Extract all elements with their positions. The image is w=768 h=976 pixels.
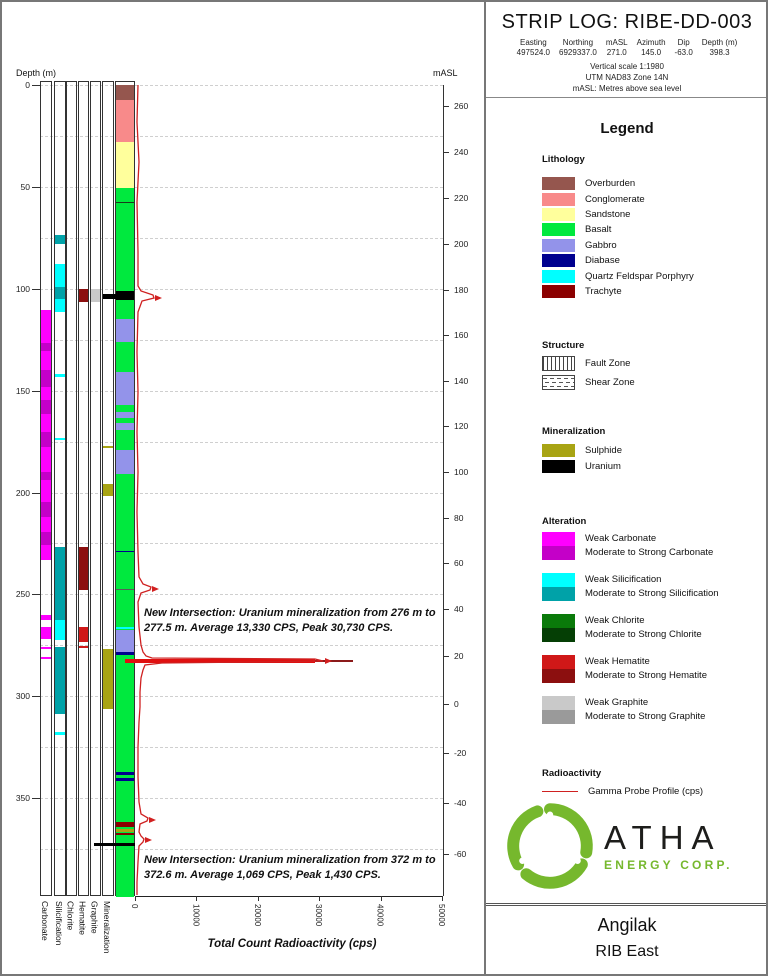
legend-label: Diabase [585, 255, 620, 267]
lithology-interval-darkline [116, 202, 134, 203]
log-note-line: mASL: Metres above sea level [572, 83, 682, 93]
column-hematite [78, 81, 89, 896]
uranium-cross-mark [94, 843, 135, 846]
legend-label: Overburden [585, 178, 636, 190]
silicification-interval [55, 647, 65, 714]
masl-tick [443, 426, 449, 427]
alteration-swatch [542, 532, 575, 560]
alteration-legend [542, 532, 719, 737]
shear-zone-overlay [116, 612, 134, 627]
shear-zone-overlay [116, 275, 134, 289]
legend-item [542, 238, 694, 253]
x-tick-label: 30000 [314, 904, 324, 927]
legend-item [542, 354, 635, 373]
carbonate-interval [41, 472, 51, 480]
lithology-legend [542, 176, 694, 299]
carbonate-interval [41, 370, 51, 388]
masl-tick-label: 220 [454, 193, 469, 203]
legend-label: Quartz Feldspar Porphyry [585, 270, 694, 282]
alteration-swatch-strong [542, 669, 575, 683]
column-label: Graphite [89, 901, 100, 934]
hematite-interval [79, 547, 88, 590]
masl-tick [443, 518, 449, 519]
depth-tick [32, 85, 40, 86]
legend-label: Uranium [585, 460, 621, 472]
alteration-swatch-strong [542, 546, 575, 560]
silicification-interval [55, 299, 65, 312]
alteration-swatch-weak [542, 614, 575, 628]
structure-legend [542, 354, 635, 392]
carbonate-interval [41, 387, 51, 400]
legend-label: Sandstone [585, 208, 631, 220]
column-chlorite [66, 81, 77, 896]
masl-tick [443, 656, 449, 657]
logo-brand-text: ATHA [604, 818, 722, 856]
masl-tick [443, 290, 449, 291]
atha-logo [504, 800, 733, 892]
alteration-legend-group [542, 573, 719, 601]
alteration-swatch [542, 573, 575, 601]
alteration-labels [585, 614, 702, 642]
lithology-interval-conglomerate [116, 100, 134, 142]
masl-axis-line [443, 85, 444, 896]
carbonate-interval [41, 414, 51, 432]
collar-field-value: 6929337.0 [559, 48, 597, 57]
alteration-swatch [542, 655, 575, 683]
atha-logo-mark [504, 800, 596, 892]
depth-tick [32, 696, 40, 697]
masl-tick [443, 152, 449, 153]
legend-item [542, 442, 622, 458]
legend-swatch [542, 177, 575, 190]
legend-title: Legend [600, 120, 654, 137]
collar-field [559, 38, 597, 57]
depth-tick-label: 250 [15, 589, 30, 600]
carbonate-interval [41, 447, 51, 472]
alteration-strong-label: Moderate to Strong Chlorite [585, 629, 702, 640]
project-footer [486, 903, 768, 974]
fault-zone-overlay [116, 430, 134, 439]
legend-item [542, 253, 694, 268]
project-area: RIB East [595, 943, 659, 960]
column-label: Mineralization [101, 901, 112, 954]
carbonate-interval [41, 400, 51, 414]
silicification-interval [55, 620, 65, 640]
legend-swatch [542, 375, 575, 390]
alteration-swatch-weak [542, 696, 575, 710]
radioactivity-legend [542, 786, 703, 797]
masl-tick-label: 180 [454, 285, 469, 295]
alteration-weak-label: Weak Silicification [585, 574, 662, 585]
x-tick [135, 896, 136, 901]
uranium-cross-mark [112, 294, 120, 299]
x-tick-label: 10000 [191, 904, 201, 927]
carbonate-interval [41, 657, 51, 659]
masl-tick-label: 120 [454, 421, 469, 431]
title-block-panel [484, 2, 768, 974]
collar-field-label: Easting [519, 38, 547, 47]
masl-tick-label: 260 [454, 101, 469, 111]
masl-tick-label: -20 [454, 748, 467, 758]
lithology-heading: Lithology [542, 154, 585, 165]
intersection-annotation: New Intersection: Uranium mineralization from 372 m to 372.6 m. Average 1,069 CPS, Peak 1,430 CPS. [144, 854, 436, 881]
intersection-annotation: New Intersection: Uranium mineralization from 276 m to 277.5 m. Average 13,330 CPS, Peak 30,730 CPS. [144, 607, 436, 634]
alteration-weak-label: Weak Chlorite [585, 615, 645, 626]
alteration-strong-label: Moderate to Strong Hematite [585, 670, 707, 681]
alteration-weak-label: Weak Hematite [585, 656, 650, 667]
depth-tick [32, 594, 40, 595]
lithology-interval-basalt [116, 405, 134, 412]
alteration-labels [585, 573, 719, 601]
legend-swatch [542, 356, 575, 371]
depth-tick-label: 200 [15, 487, 30, 498]
depth-tick [32, 391, 40, 392]
log-title: STRIP LOG: RIBE-DD-003 [501, 11, 753, 33]
column-label: Chlorite [65, 901, 76, 931]
legend-item [542, 191, 694, 206]
lithology-interval-gabbro [116, 630, 134, 652]
log-notes [486, 62, 768, 94]
masl-tick-label: 100 [454, 467, 469, 477]
masl-tick [443, 704, 449, 705]
collar-field [702, 38, 738, 57]
lithology-interval-qfp [116, 627, 134, 629]
project-name: Angilak [597, 915, 657, 935]
x-tick [381, 896, 382, 901]
legend-swatch [542, 223, 575, 236]
collar-field [675, 38, 693, 57]
depth-axis-label: Depth (m) [16, 68, 57, 78]
alteration-swatch-weak [542, 532, 575, 546]
masl-tick-label: 160 [454, 330, 469, 340]
x-tick-label: 20000 [252, 904, 262, 927]
depth-tick-label: 150 [15, 385, 30, 396]
lithology-interval-gabbro [116, 450, 134, 474]
alteration-strong-label: Moderate to Strong Carbonate [585, 547, 714, 558]
x-tick [319, 896, 320, 901]
collar-field-value: 497524.0 [516, 48, 551, 57]
masl-tick-label: 60 [454, 558, 464, 568]
log-note-line: UTM NAD83 Zone 14N [585, 72, 669, 82]
graphite-interval [91, 289, 101, 302]
shear-zone-overlay [116, 412, 134, 430]
lithology-interval-sulphide [116, 829, 134, 831]
hematite-interval [79, 627, 88, 642]
x-tick-label: 0 [130, 904, 139, 909]
alteration-swatch [542, 614, 575, 642]
log-note-line: Vertical scale 1:1980 [590, 62, 664, 71]
carbonate-interval [41, 310, 51, 343]
collar-field-value: 398.3 [709, 48, 730, 57]
collar-field-label: Dip [677, 38, 690, 47]
logo-sub-text: ENERGY CORP. [604, 857, 733, 872]
alteration-swatch-strong [542, 710, 575, 724]
legend-label: Gabbro [585, 239, 617, 251]
depth-tick-label: 350 [15, 793, 30, 804]
carbonate-interval [41, 615, 51, 620]
x-tick [442, 896, 443, 901]
carbonate-interval [41, 517, 51, 532]
masl-tick-label: -40 [454, 798, 467, 808]
collar-field [637, 38, 666, 57]
masl-tick-label: -60 [454, 849, 467, 859]
lithology-interval-gabbro [116, 319, 134, 342]
mineralization-heading: Mineralization [542, 426, 606, 437]
carbonate-interval [41, 627, 51, 639]
shear-zone-overlay [116, 664, 134, 710]
legend-item [542, 222, 694, 237]
carbonate-interval [41, 545, 51, 560]
silicification-interval [55, 374, 65, 377]
collar-field [517, 38, 550, 57]
alteration-legend-group [542, 614, 719, 642]
masl-tick-label: 200 [454, 239, 469, 249]
mineralization-interval [103, 649, 114, 710]
x-axis-line [135, 896, 443, 897]
depth-tick-label: 100 [15, 283, 30, 294]
lithology-interval-trachyte [116, 822, 134, 828]
depth-tick-label: 300 [15, 691, 30, 702]
collar-field-value: -63.0 [674, 48, 693, 57]
lithology-interval-gabbro [116, 372, 134, 405]
lithology-interval-trachyte [116, 833, 134, 835]
legend-label: Sulphide [585, 444, 622, 456]
masl-tick [443, 244, 449, 245]
lithology-interval-diabase [116, 551, 134, 553]
column-label: Hematite [77, 901, 88, 936]
shear-zone-overlay [116, 302, 134, 308]
masl-tick [443, 106, 449, 107]
hematite-interval [79, 289, 88, 302]
masl-axis-label: mASL [433, 68, 458, 78]
log-header [486, 2, 768, 98]
lithology-interval-diabase [116, 772, 134, 776]
silicification-interval [55, 438, 65, 440]
silicification-interval [55, 547, 65, 620]
legend-swatch [542, 460, 575, 473]
legend-swatch [542, 193, 575, 206]
lithology-interval-overburden [116, 85, 134, 100]
masl-tick-label: 20 [454, 651, 464, 661]
collar-field [606, 38, 628, 57]
alteration-swatch-weak [542, 655, 575, 669]
legend-swatch [542, 254, 575, 267]
legend-swatch [542, 239, 575, 252]
alteration-strong-label: Moderate to Strong Graphite [585, 711, 706, 722]
depth-tick [32, 289, 40, 290]
legend-item [542, 176, 694, 191]
column-label: Carbonate [40, 901, 50, 941]
legend-label: Basalt [585, 224, 612, 236]
legend-item [542, 458, 622, 474]
legend-item [542, 786, 703, 797]
legend-swatch [542, 270, 575, 283]
alteration-swatch [542, 696, 575, 724]
masl-tick [443, 335, 449, 336]
lithology-interval-sandstone [116, 142, 134, 188]
alteration-legend-group [542, 655, 719, 683]
fault-zone-overlay [116, 360, 134, 372]
masl-tick [443, 753, 449, 754]
depth-tick [32, 493, 40, 494]
radioactivity-heading: Radioactivity [542, 768, 602, 779]
structure-heading: Structure [542, 340, 585, 351]
silicification-interval [55, 732, 65, 735]
carbonate-interval [41, 647, 51, 649]
masl-tick-label: 80 [454, 513, 464, 523]
legend-label: Trachyte [585, 285, 622, 297]
alteration-weak-label: Weak Graphite [585, 697, 649, 708]
alteration-swatch-strong [542, 587, 575, 601]
masl-tick [443, 803, 449, 804]
shear-zone-overlay [116, 521, 134, 528]
alteration-labels [585, 655, 707, 683]
masl-tick [443, 198, 449, 199]
collar-field-label: Azimuth [636, 38, 666, 47]
x-axis-title: Total Count Radioactivity (cps) [207, 938, 377, 950]
shear-zone-overlay [116, 245, 134, 254]
column-graphite [90, 81, 102, 896]
masl-tick-label: 240 [454, 147, 469, 157]
mineralization-interval [103, 446, 114, 448]
collar-field-label: Northing [562, 38, 594, 47]
collar-field-value: 145.0 [641, 48, 662, 57]
silicification-interval [55, 287, 65, 299]
alteration-strong-label: Moderate to Strong Silicification [585, 588, 719, 599]
silicification-interval [55, 264, 65, 286]
column-label: Silicification [54, 901, 64, 946]
shear-zone-overlay [116, 220, 134, 234]
carbonate-interval [41, 351, 51, 370]
hematite-interval [79, 646, 88, 648]
x-tick [196, 896, 197, 901]
depth-tick-label: 0 [25, 80, 30, 90]
mineralization-interval [103, 484, 114, 495]
legend-item [542, 373, 635, 392]
column-silicification [54, 81, 66, 896]
legend-label: Gamma Probe Profile (cps) [588, 786, 704, 797]
legend-label: Shear Zone [585, 377, 635, 388]
depth-tick [32, 798, 40, 799]
alteration-heading: Alteration [542, 516, 587, 527]
carbonate-interval [41, 502, 51, 517]
collar-field-value: 271.0 [606, 48, 627, 57]
lithology-interval-diabase [116, 778, 134, 782]
carbonate-interval [41, 432, 51, 447]
alteration-swatch-strong [542, 628, 575, 642]
alteration-legend-group [542, 696, 719, 724]
x-tick-label: 50000 [437, 904, 446, 927]
masl-tick-label: 140 [454, 376, 469, 386]
alteration-weak-label: Weak Carbonate [585, 533, 657, 544]
collar-field-label: Depth (m) [701, 38, 738, 47]
x-tick [258, 896, 259, 901]
shear-zone-overlay [116, 509, 134, 515]
masl-tick-label: 40 [454, 604, 464, 614]
mineralization-legend [542, 442, 622, 474]
masl-tick [443, 472, 449, 473]
legend-item [542, 268, 694, 283]
alteration-labels [585, 532, 713, 560]
legend-item [542, 207, 694, 222]
gamma-line-swatch [542, 791, 578, 792]
collar-fields [492, 38, 762, 57]
silicification-interval [55, 235, 65, 244]
carbonate-interval [41, 532, 51, 545]
alteration-legend-group [542, 532, 719, 560]
alteration-labels [585, 696, 705, 724]
x-tick-label: 40000 [375, 904, 385, 927]
legend-label: Fault Zone [585, 358, 631, 369]
legend-item [542, 284, 694, 299]
alteration-swatch-weak [542, 573, 575, 587]
legend-label: Conglomerate [585, 193, 645, 205]
shear-zone-overlay [116, 564, 134, 588]
masl-tick-label: 0 [454, 699, 459, 709]
logo-letter-a [531, 822, 570, 870]
depth-tick-label: 50 [20, 181, 30, 192]
carbonate-interval [41, 343, 51, 351]
legend-swatch [542, 285, 575, 298]
legend-swatch [542, 208, 575, 221]
lithology-interval-graycap [116, 589, 134, 591]
carbonate-interval [41, 480, 51, 502]
masl-tick [443, 563, 449, 564]
collar-field-label: mASL [605, 38, 628, 47]
legend-swatch [542, 444, 575, 457]
masl-tick [443, 381, 449, 382]
depth-tick [32, 187, 40, 188]
